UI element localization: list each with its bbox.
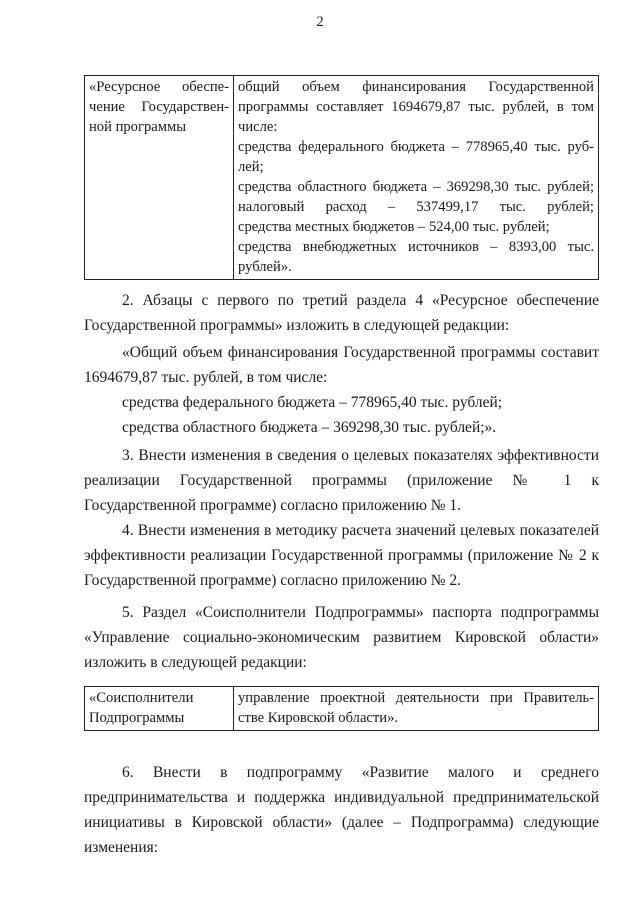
value-line: средства федерального бюджета – 778965,40 тыс. руб- <box>238 139 594 155</box>
coexecutors-value-cell <box>234 687 599 731</box>
table-row <box>85 76 599 280</box>
value-line: средства внебюджетных источников – 8393,00 тыс. <box>238 239 594 255</box>
resource-provision-label-cell <box>85 76 234 280</box>
paragraph-4: 4. Внести изменения в методику расчета значений целевых показателей эффективности реализации Государственной программы (приложение № 2 к Государственной программе) согласно приложению № 2. <box>84 522 599 589</box>
coexecutors-label-cell <box>85 687 234 731</box>
label-line: ной программы <box>89 119 187 135</box>
paragraph-3: 3. Внести изменения в сведения о целевых показателях эффективности реализации Государственной программы (приложение № 1 к Государственной программе) согласно приложению № 1. <box>84 447 599 514</box>
paragraph-2-federal: средства федерального бюджета – 778965,40 тыс. рублей; <box>122 394 503 411</box>
value-line: налоговый расход – 537499,17 тыс. рублей; <box>238 199 594 215</box>
paragraph-2-quote: «Общий объем финансирования Государственной программы составит 1694679,87 тыс. рублей, в том числе: <box>84 344 599 386</box>
value-line: программы составляет 1694679,87 тыс. рублей, в том <box>238 99 594 115</box>
coexecutors-table <box>84 686 599 731</box>
value-line: лей; <box>238 159 264 175</box>
resource-provision-value-cell <box>234 76 599 280</box>
paragraph-2-regional: средства областного бюджета – 369298,30 тыс. рублей;». <box>122 419 497 436</box>
value-line: рублей». <box>238 259 292 275</box>
resource-provision-table <box>84 75 599 280</box>
label-line: «Соисполнители <box>89 690 194 706</box>
label-line: «Ресурсное обеспе- <box>89 79 229 95</box>
value-line: управление проектной деятельности при Правитель- <box>238 690 594 706</box>
value-line: стве Кировской области». <box>238 710 399 726</box>
page-number: 2 <box>316 14 324 30</box>
value-line: средства областного бюджета – 369298,30 тыс. рублей; <box>238 179 594 195</box>
paragraph-5: 5. Раздел «Соисполнители Подпрограммы» паспорта подпрограммы «Управление социально-экономическим развитием Кировской области» изложить в следующей редакции: <box>84 604 599 671</box>
label-line: Подпрограммы <box>89 710 185 726</box>
value-line: числе: <box>238 119 278 135</box>
paragraph-2: 2. Абзацы с первого по третий раздела 4 «Ресурсное обеспечение Государственной программы» изложить в следующей редакции: <box>84 292 599 334</box>
paragraph-6: 6. Внести в подпрограмму «Развитие малого и среднего предпринимательства и поддержка индивидуальной предпринимательской инициативы в Кировской области» (далее – Подпрограмма) следующие изменения: <box>84 764 599 856</box>
label-line: чение Государствен- <box>89 99 229 115</box>
table-row <box>85 687 599 731</box>
value-line: общий объем финансирования Государственной <box>238 79 594 95</box>
value-line: средства местных бюджетов – 524,00 тыс. рублей; <box>238 219 550 235</box>
